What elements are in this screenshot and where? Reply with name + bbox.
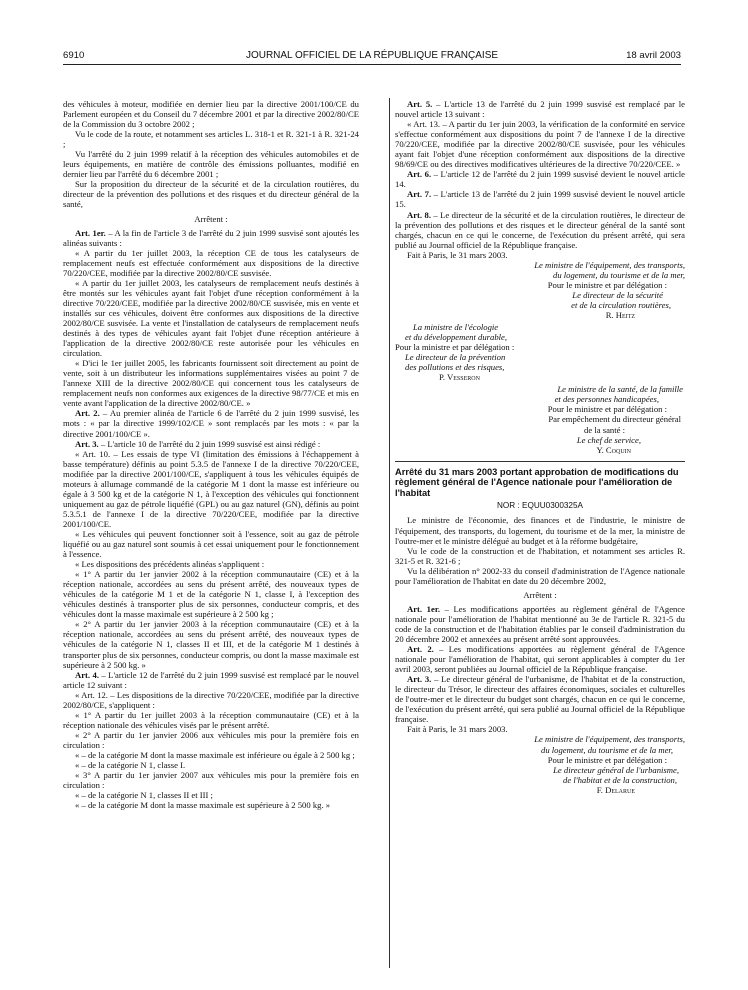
article-label: Art. 6. [407,169,432,180]
arretent-heading: Arrêtent : [523,589,557,600]
arretent-heading: Arrêtent : [194,213,228,224]
signatory-name: P. Vesseron [439,372,480,383]
signature-line: Pour le ministre et par délégation : [547,404,667,415]
signature-line: de l'habitat et de la construction, [563,774,677,785]
article-label: Art. 7. [407,189,432,200]
article-label: Art. 1er. [407,603,441,614]
paragraph: Vu le code de la construction et de l'habitation, et notamment ses articles R. 321-5 et R. 321-6 ; [395,545,685,566]
signature-block-health [395,384,685,454]
left-column [63,99,359,810]
paragraph: Vu la délibération n° 2002-33 du conseil d'administration de l'Agence nationale pour l'amélioration de l'habitat en date du 20 décembre 2002, [395,565,685,586]
article-text: – A la fin de l'article 3 de l'arrêté du 2 juin 1999 susvisé sont ajoutés les alinéas suivants : [63,227,359,248]
article-label: Art. 3. [75,438,99,449]
article-1 [395,604,685,644]
article-4 [63,670,359,690]
article-text: – Le directeur de la sécurité et de la circulation routières, le directeur de la prévention des pollutions et des risques et le directeur général de la santé sont chargés, chacun en ce qui le concerne, de l'exécution du présent arrêté, qui sera publié au Journal officiel de la République française. [395,209,685,250]
article-label: Art. 4. [75,669,99,680]
signature-line: Le ministre de la santé, de la famille [557,384,683,395]
quoted-paragraph: « 1° A partir du 1er janvier 2002 à la réception communautaire (CE) et à la réception nationale, accordées au sens du présent arrêté, des nouveaux types de véhicules de la catégorie M 1 et de la catégorie N 1, classe I, à l'exception des véhicules destinés à transporter plus de six personnes, conducteur compris, et des véhicules dont la masse maximale est supérieure à 2 500 kg ; [63,569,359,620]
quoted-paragraph: « A partir du 1er juillet 2003, la réception CE de tous les catalyseurs de remplacement neufs est effectuée conformément aux dispositions de la directive 70/220/CEE, modifiée par la directive 2002/80/CE susvisée. [63,247,359,278]
paragraph: Vu l'arrêté du 2 juin 1999 relatif à la réception des véhicules automobiles et de leurs équipements, en matière de contrôle des émissions polluantes, modifié en dernier lieu par l'arrêté du 6 décembre 2001 ; [63,149,359,180]
quoted-paragraph: « Art. 12. – Les dispositions de la directive 70/220/CEE, modifiée par la directive 2002/80/CE, s'appliquent : [63,689,359,710]
decree-title: Arrêté du 31 mars 2003 portant approbation de modifications du règlement général de l'Agence nationale pour l'amélioration de l'habitat [395,466,679,498]
quoted-paragraph: « Art. 13. – A partir du 1er juin 2003, la vérification de la conformité en service s'effectue conformément aux dispositions du point 7 de l'annexe I de la directive 70/220/CEE, modifiée par la directive 2002/80/CE susvisée, pour les véhicules ayant fait l'objet d'une réception conformément aux dispositions de la directive 98/69/CE ou des directives modificatives ultérieures de la directive 70/220/CEE. » [395,119,685,170]
signature-line: Le ministre de l'équipement, des transports, [534,734,685,745]
signature-line: Le chef de service, [576,434,641,445]
signature-line: Par empêchement du directeur général [548,414,681,425]
section-rule [395,461,685,462]
signature-line: Pour la ministre et par délégation : [395,342,515,353]
signatory-name: Y. Coquin [596,444,631,455]
quoted-paragraph: « 1° A partir du 1er juillet 2003 à la réception communautaire (CE) et à la réception nationale des véhicules visés par le présent arrêté. [63,709,359,730]
article-label: Art. 3. [407,674,432,685]
signature-line: Le directeur général de l'urbanisme, [553,764,679,775]
quoted-paragraph: « Art. 10. – Les essais de type VI (limitation des émissions à l'échappement à basse température) définis au point 5.3.5 de l'annexe I de la directive 70/220/CEE, modifiée par la directive 2001/100/CE, s'appliquent à tous les véhicules équipés de moteurs à allumage commandé de la catégorie M 1 dont la masse est inférieure ou égale à 3 500 kg et de la catégorie N 1, à l'exception des véhicules qui fonctionnent uniquement au gaz de pétrole liquéfié (GPL) ou au gaz naturel (GN), définis au point 5.3.5.1 de l'annexe I de la directive 70/220/CEE, modifiée par la directive 2001/100/CE. [63,448,359,529]
article-2 [395,644,685,674]
quoted-paragraph: « – de la catégorie M dont la masse maximale est inférieure ou égale à 2 500 kg ; [75,750,355,760]
article-text: – L'article 13 de l'arrêté du 2 juin 1999 susvisé devient le nouvel article 15. [395,189,685,210]
article-text: – L'article 12 de l'arrêté du 2 juin 1999 susvisé est remplacé par le nouvel article 12 suivant : [63,669,359,690]
quoted-paragraph: « 3° A partir du 1er janvier 2007 aux véhicules mis pour la première fois en circulation : [63,770,359,791]
quoted-paragraph: « 2° A partir du 1er janvier 2003 à la réception communautaire (CE) et à la réception nationale, accordées au sens du présent arrêté, des nouveaux types de véhicules de la catégorie N 1, classes II et III, et de la catégorie M 1 destinés à transporter plus de six personnes, conducteur compris, ou dont la masse maximale est supérieure à 2 500 kg. » [63,619,359,670]
article-text: – Le directeur général de l'urbanisme, de l'habitat et de la construction, le directeur du Trésor, le directeur des affaires économiques, sociales et culturelles de l'outre-mer et le directeur du budget sont chargés, chacun en ce qui le concerne, de l'exécution du présent arrêté, qui sera publié au Journal officiel de la République française. [395,674,685,725]
article-label: Art. 2. [407,644,434,655]
article-1 [63,228,359,248]
journal-title: JOURNAL OFFICIEL DE LA RÉPUBLIQUE FRANÇAISE [245,50,499,61]
paragraph: des véhicules à moteur, modifiée en dernier lieu par la directive 2001/100/CE du Parlement européen et du Conseil du 7 décembre 2001 et par la directive 2002/80/CE de la Commission du 3 octobre 2002 ; [63,99,359,130]
article-label: Art. 5. [407,99,433,109]
signature-line: du logement, du tourisme et de la mer, [553,269,685,280]
article-text: – Les modifications apportées au règlement général de l'Agence nationale pour l'amélioration de l'habitat, qui seront applicables à compter du 1er avril 2003, seront publiées au Journal officiel de la République française. [395,644,685,675]
quoted-paragraph: « 2° A partir du 1er janvier 2006 aux véhicules mis pour la première fois en circulation : [63,729,359,750]
quoted-paragraph: « – de la catégorie N 1, classes II et III ; [75,790,213,801]
publication-date: 18 avril 2003 [626,50,681,61]
nor-reference: NOR : EQUU0300325A [496,501,583,511]
quoted-paragraph: « D'ici le 1er juillet 2005, les fabricants fournissent soit directement au point de vente, soit à un distributeur les informations supplémentaires visées au point 7 de l'annexe XIII de la directive 2002/80/CE qui concernent tous les catalyseurs de remplacement neufs non conformes aux exigences de la directive 98/77/CE et mis en vente avant l'application de la directive 2002/80/CE. » [63,358,359,409]
article-text: – L'article 10 de l'arrêté du 2 juin 1999 susvisé est ainsi rédigé : [98,438,321,449]
signature-line: Pour le ministre et par délégation : [547,754,667,765]
signature-date: Fait à Paris, le 31 mars 2003. [407,249,508,260]
article-8 [395,210,685,250]
signature-line: et de la circulation routières, [571,299,671,310]
signature-line: Le directeur de la sécurité [572,289,663,300]
signature-line: de la santé : [584,424,625,435]
signature-line: Le ministre de l'équipement, des transports, [534,259,685,270]
quoted-paragraph: « Les dispositions des précédents alinéas s'appliquent : [75,559,265,570]
signature-block-equipment [395,260,685,320]
quoted-paragraph: « – de la catégorie N 1, classe I. [75,760,186,771]
signature-line: et des personnes handicapées, [554,394,659,405]
article-2 [63,408,359,438]
article-text: – L'article 12 de l'arrêté du 2 juin 1999 susvisé devient le nouvel article 14. [395,169,685,190]
article-label: Art. 1er. [75,227,106,238]
signature-line: Le directeur de la prévention [405,352,506,363]
article-3 [395,674,685,724]
page-number: 6910 [63,50,85,61]
column-divider [389,98,390,968]
quoted-paragraph: « A partir du 1er juillet 2003, les catalyseurs de remplacement neufs destinés à être montés sur les véhicules ayant fait l'objet d'une réception conformément à la directive 70/220/CEE, modifiée par la directive 2002/80/CE susvisée, mis en vente et installés sur ces véhicules, doivent être conformes aux dispositions de la directive 2002/80/CE susvisée. La vente et l'installation de catalyseurs de remplacement neufs destinés à des types de véhicules ayant fait l'objet d'une réception antérieure à l'application de la directive 2002/80/CE reste autorisée pour les véhicules en circulation. [63,277,359,359]
quoted-paragraph: « – de la catégorie M dont la masse maximale est supérieure à 2 500 kg. » [75,800,331,811]
signatory-name: F. Delarue [596,784,635,795]
signature-block-urbanism [395,734,685,794]
signature-line: et du développement durable, [405,332,508,343]
article-label: Art. 2. [75,408,100,419]
article-7 [395,189,685,209]
article-text: – L'article 13 de l'arrêté du 2 juin 1999 susvisé est remplacé par le nouvel article 13 suivant : [395,99,685,120]
article-label: Art. 8. [407,209,431,220]
article-text: – Les modifications apportées au règlement général de l'Agence nationale pour l'amélioration de l'habitat mentionné au 3e de l'article R. 321-5 du code de la construction et de l'habitation établies par le conseil d'administration du 20 décembre 2002 et annexées au présent arrêté sont approuvées. [395,603,685,644]
right-column [395,99,685,795]
signature-date: Fait à Paris, le 31 mars 2003. [407,724,508,735]
header-rule [63,64,681,65]
paragraph: Le ministre de l'économie, des finances et de l'industrie, le ministre de l'équipement, des transports, du logement, du tourisme et de la mer, la ministre de l'outre-mer et le ministre délégué au budget et à la réforme budgétaire, [395,515,685,546]
quoted-paragraph: « Les véhicules qui peuvent fonctionner soit à l'essence, soit au gaz de pétrole liquéfié ou au gaz naturel sont soumis à cet essai uniquement pour le fonctionnement à l'essence. [63,528,359,560]
paragraph: Sur la proposition du directeur de la sécurité et de la circulation routières, du directeur de la prévention des pollutions et des risques et du directeur général de la santé, [63,179,359,210]
article-text: – Au premier alinéa de l'article 6 de l'arrêté du 2 juin 1999 susvisé, les mots : « par la directive 1999/102/CE » sont remplacés par les mots : « par la directive 2001/100/CE ». [63,408,359,439]
paragraph: Vu le code de la route, et notamment ses articles L. 318-1 et R. 321-1 à R. 321-24 ; [63,129,359,150]
article-3 [63,439,359,449]
article-5 [395,99,685,119]
signature-line: des pollutions et des risques, [405,362,505,373]
signatory-name: R. Heitz [605,309,635,320]
signature-line: du logement, du tourisme et de la mer, [541,744,673,755]
signature-line: Pour le ministre et par délégation : [547,279,667,290]
signature-block-ecology [395,322,685,382]
article-6 [395,169,685,189]
signature-line: La ministre de l'écologie [413,322,499,333]
